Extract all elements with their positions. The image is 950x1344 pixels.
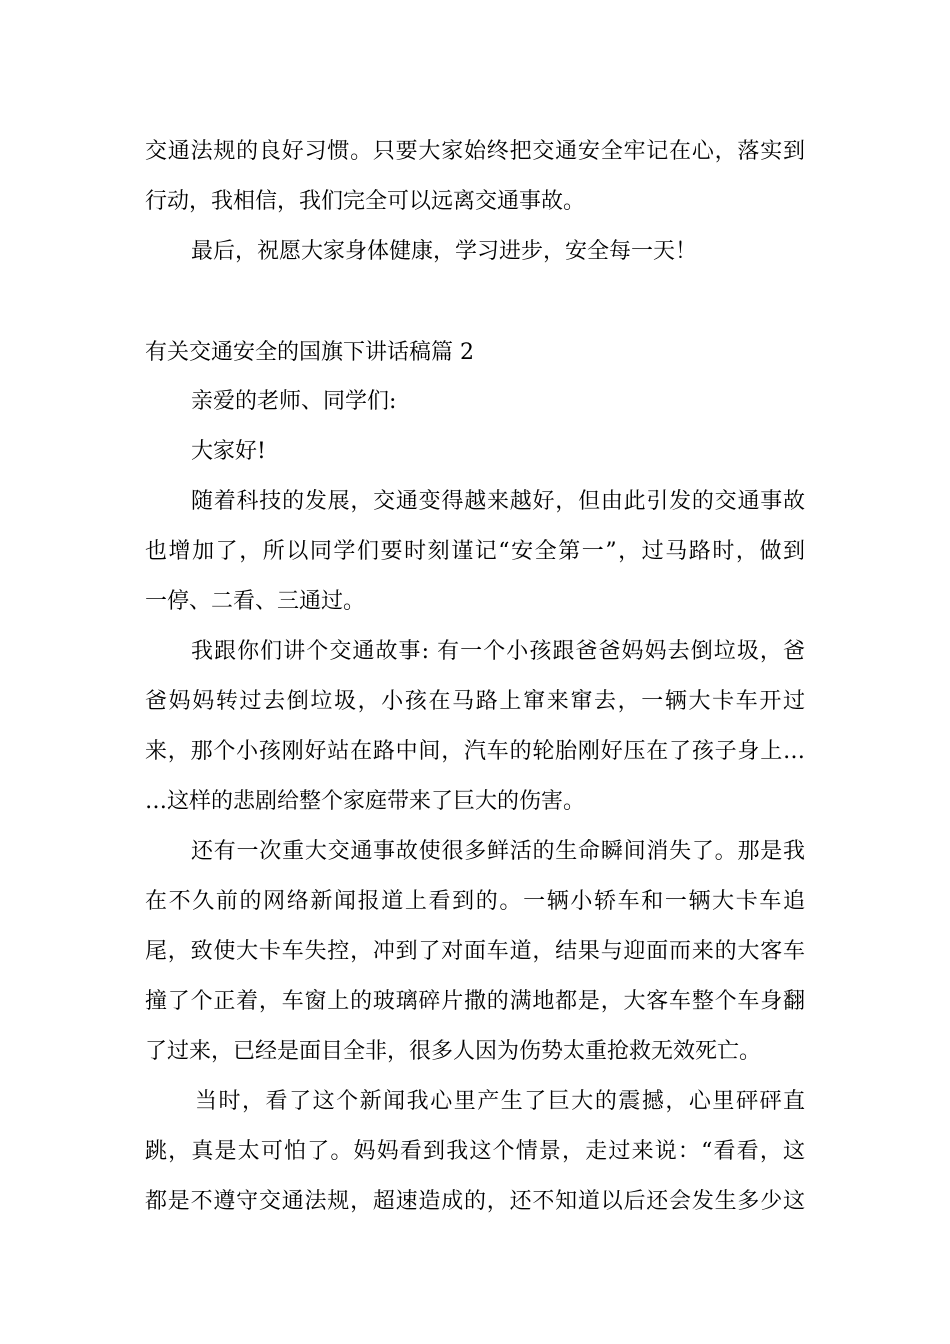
- paragraph-line: 也增加了，所以同学们要时刻谨记“安全第一”，过马路时，做到: [145, 539, 805, 564]
- paragraph-line: …这样的悲剧给整个家庭带来了巨大的伤害。: [145, 789, 586, 814]
- paragraph-line: 来，那个小孩刚好站在路中间，汽车的轮胎刚好压在了孩子身上…: [145, 739, 805, 764]
- paragraph-line: 一停、二看、三通过。: [145, 589, 366, 614]
- paragraph-line: 爸妈妈转过去倒垃圾，小孩在马路上窜来窜去，一辆大卡车开过: [145, 689, 805, 714]
- paragraph-line: 当时，看了这个新闻我心里产生了巨大的震撼，心里砰砰直: [195, 1089, 805, 1114]
- paragraph-line: 我跟你们讲个交通故事: 有一个小孩跟爸爸妈妈去倒垃圾，爸: [191, 639, 805, 664]
- paragraph-line: 撞了个正着，车窗上的玻璃碎片撒的满地都是，大客车整个车身翻: [145, 989, 805, 1014]
- greeting-line: 亲爱的老师、同学们:: [191, 389, 397, 414]
- paragraph-line: 在不久前的网络新闻报道上看到的。一辆小轿车和一辆大卡车追: [145, 889, 805, 914]
- paragraph-line: 还有一次重大交通事故使很多鲜活的生命瞬间消失了。那是我: [191, 839, 805, 864]
- paragraph-line: 随着科技的发展，交通变得越来越好，但由此引发的交通事故: [191, 489, 805, 514]
- paragraph-line: 都是不遵守交通法规，超速造成的，还不知道以后还会发生多少这: [145, 1189, 805, 1214]
- paragraph-line: 跳，真是太可怕了。妈妈看到我这个情景，走过来说：“看看，这: [145, 1139, 805, 1164]
- paragraph-line: 了过来，已经是面目全非，很多人因为伤势太重抢救无效死亡。: [145, 1039, 762, 1064]
- paragraph-line: 尾，致使大卡车失控，冲到了对面车道，结果与迎面而来的大客车: [145, 939, 805, 964]
- paragraph-line: 行动，我相信，我们完全可以远离交通事故。: [145, 189, 586, 214]
- section-heading: 有关交通安全的国旗下讲话稿篇 2: [145, 340, 474, 365]
- paragraph-line: 交通法规的良好习惯。只要大家始终把交通安全牢记在心，落实到: [145, 139, 805, 164]
- greeting-line: 大家好!: [191, 439, 266, 464]
- paragraph-line: 最后，祝愿大家身体健康，学习进步，安全每一天！: [191, 239, 698, 264]
